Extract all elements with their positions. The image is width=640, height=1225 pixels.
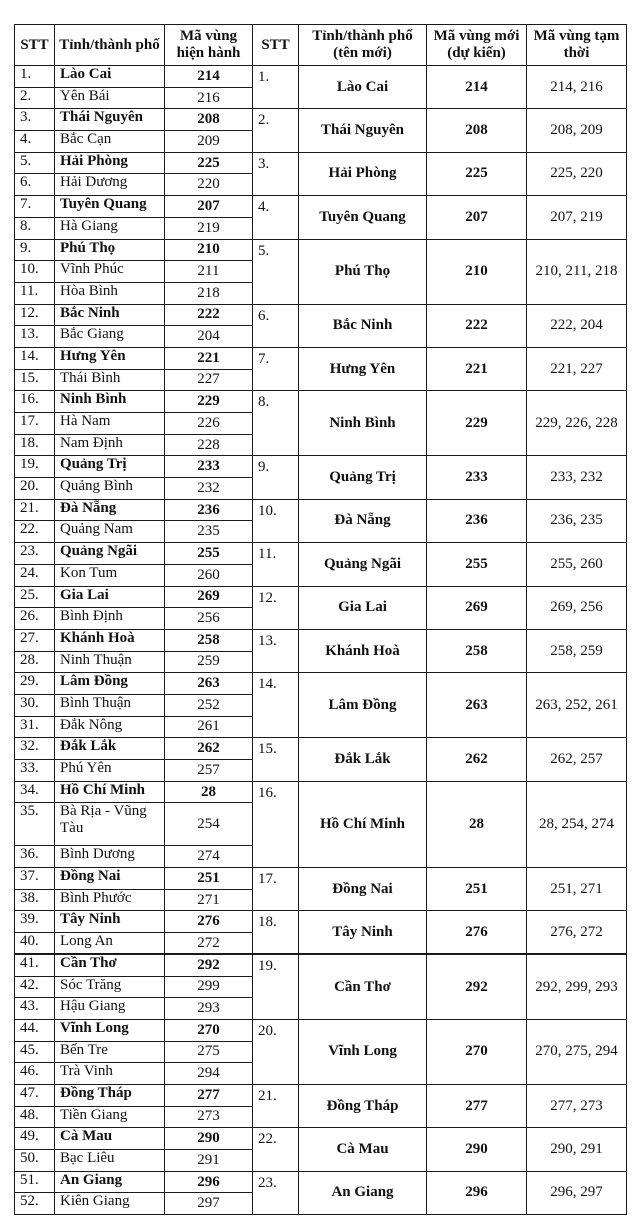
new-stt-cell: 20. bbox=[253, 1019, 299, 1084]
old-code-cell: 219 bbox=[165, 217, 253, 239]
old-code-cell: 299 bbox=[165, 976, 253, 998]
new-stt-cell: 10. bbox=[253, 499, 299, 542]
table-row bbox=[15, 911, 627, 933]
temp-code-cell: 207, 219 bbox=[527, 196, 627, 239]
new-code-cell: 255 bbox=[427, 543, 527, 586]
old-stt-cell: 22. bbox=[15, 521, 55, 543]
old-province-cell: Phú Thọ bbox=[55, 239, 165, 261]
temp-code-cell: 28, 254, 274 bbox=[527, 781, 627, 867]
old-stt-cell: 26. bbox=[15, 608, 55, 630]
table-row bbox=[15, 196, 627, 218]
temp-code-cell: 290, 291 bbox=[527, 1128, 627, 1171]
old-province-cell: Thái Bình bbox=[55, 369, 165, 391]
temp-code-cell: 270, 275, 294 bbox=[527, 1019, 627, 1084]
new-province-cell: Gia Lai bbox=[299, 586, 427, 629]
old-stt-cell: 18. bbox=[15, 434, 55, 456]
old-province-cell: Hà Nam bbox=[55, 413, 165, 435]
table-row bbox=[15, 673, 627, 695]
new-province-cell: An Giang bbox=[299, 1171, 427, 1214]
old-province-cell: Gia Lai bbox=[55, 586, 165, 608]
new-stt-cell: 19. bbox=[253, 954, 299, 1019]
old-code-cell: 207 bbox=[165, 196, 253, 218]
old-code-cell: 271 bbox=[165, 889, 253, 911]
temp-code-cell: 214, 216 bbox=[527, 66, 627, 109]
table-row bbox=[15, 1171, 627, 1193]
new-stt-cell: 23. bbox=[253, 1171, 299, 1214]
old-stt-cell: 19. bbox=[15, 456, 55, 478]
new-province-cell: Tây Ninh bbox=[299, 911, 427, 954]
table-row bbox=[15, 109, 627, 131]
old-province-cell: Đắk Nông bbox=[55, 716, 165, 738]
new-province-cell: Đồng Nai bbox=[299, 868, 427, 911]
table-row bbox=[15, 586, 627, 608]
old-stt-cell: 21. bbox=[15, 499, 55, 521]
old-province-cell: Thái Nguyên bbox=[55, 109, 165, 131]
old-code-cell: 277 bbox=[165, 1084, 253, 1106]
new-province-cell: Lâm Đồng bbox=[299, 673, 427, 738]
old-stt-cell: 17. bbox=[15, 413, 55, 435]
old-province-cell: Tiền Giang bbox=[55, 1106, 165, 1128]
old-code-cell: 276 bbox=[165, 911, 253, 933]
old-code-cell: 210 bbox=[165, 239, 253, 261]
new-stt-cell: 22. bbox=[253, 1128, 299, 1171]
old-province-cell: Lâm Đồng bbox=[55, 673, 165, 695]
old-stt-cell: 11. bbox=[15, 282, 55, 304]
old-province-cell: Bến Tre bbox=[55, 1041, 165, 1063]
old-code-cell: 236 bbox=[165, 499, 253, 521]
old-code-cell: 263 bbox=[165, 673, 253, 695]
old-code-cell: 225 bbox=[165, 152, 253, 174]
old-province-cell: Tuyên Quang bbox=[55, 196, 165, 218]
old-stt-cell: 50. bbox=[15, 1150, 55, 1172]
old-code-cell: 256 bbox=[165, 608, 253, 630]
old-stt-cell: 39. bbox=[15, 911, 55, 933]
temp-code-cell: 262, 257 bbox=[527, 738, 627, 781]
old-stt-cell: 42. bbox=[15, 976, 55, 998]
old-stt-cell: 45. bbox=[15, 1041, 55, 1063]
old-province-cell: Bình Thuận bbox=[55, 694, 165, 716]
temp-code-cell: 229, 226, 228 bbox=[527, 391, 627, 456]
old-province-cell: Đồng Tháp bbox=[55, 1084, 165, 1106]
old-code-cell: 275 bbox=[165, 1041, 253, 1063]
old-stt-cell: 40. bbox=[15, 933, 55, 955]
old-code-cell: 216 bbox=[165, 87, 253, 109]
area-code-table bbox=[14, 24, 627, 1215]
old-code-cell: 251 bbox=[165, 868, 253, 890]
old-province-cell: Hải Phòng bbox=[55, 152, 165, 174]
old-province-cell: Lào Cai bbox=[55, 66, 165, 88]
new-code-cell: 229 bbox=[427, 391, 527, 456]
old-code-cell: 252 bbox=[165, 694, 253, 716]
new-code-cell: 28 bbox=[427, 781, 527, 867]
old-stt-cell: 52. bbox=[15, 1193, 55, 1215]
table-row bbox=[15, 152, 627, 174]
new-province-cell: Đắk Lắk bbox=[299, 738, 427, 781]
old-code-cell: 229 bbox=[165, 391, 253, 413]
old-province-cell: Sóc Trăng bbox=[55, 976, 165, 998]
old-province-cell: Nam Định bbox=[55, 434, 165, 456]
new-stt-cell: 2. bbox=[253, 109, 299, 152]
old-province-cell: Hòa Bình bbox=[55, 282, 165, 304]
old-stt-cell: 14. bbox=[15, 347, 55, 369]
header-current-code: Mã vùng hiện hành bbox=[165, 25, 253, 66]
temp-code-cell: 210, 211, 218 bbox=[527, 239, 627, 304]
old-stt-cell: 10. bbox=[15, 261, 55, 283]
old-province-cell: Bắc Giang bbox=[55, 326, 165, 348]
new-stt-cell: 9. bbox=[253, 456, 299, 499]
new-province-cell: Hưng Yên bbox=[299, 347, 427, 390]
new-code-cell: 262 bbox=[427, 738, 527, 781]
new-stt-cell: 18. bbox=[253, 911, 299, 954]
old-stt-cell: 7. bbox=[15, 196, 55, 218]
old-code-cell: 214 bbox=[165, 66, 253, 88]
old-code-cell: 208 bbox=[165, 109, 253, 131]
old-province-cell: Hà Giang bbox=[55, 217, 165, 239]
table-row bbox=[15, 304, 627, 326]
old-province-cell: Hậu Giang bbox=[55, 998, 165, 1020]
new-stt-cell: 6. bbox=[253, 304, 299, 347]
new-stt-cell: 1. bbox=[253, 66, 299, 109]
old-stt-cell: 5. bbox=[15, 152, 55, 174]
table-body bbox=[15, 66, 627, 1215]
header-temp-code: Mã vùng tạm thời bbox=[527, 25, 627, 66]
new-stt-cell: 4. bbox=[253, 196, 299, 239]
header-province-new: Tỉnh/thành phố (tên mới) bbox=[299, 25, 427, 66]
old-stt-cell: 34. bbox=[15, 781, 55, 803]
new-stt-cell: 5. bbox=[253, 239, 299, 304]
temp-code-cell: 222, 204 bbox=[527, 304, 627, 347]
old-stt-cell: 47. bbox=[15, 1084, 55, 1106]
old-code-cell: 220 bbox=[165, 174, 253, 196]
old-province-cell: Bình Định bbox=[55, 608, 165, 630]
old-stt-cell: 12. bbox=[15, 304, 55, 326]
new-code-cell: 251 bbox=[427, 868, 527, 911]
header-new-code: Mã vùng mới (dự kiến) bbox=[427, 25, 527, 66]
old-province-cell: Bình Phước bbox=[55, 889, 165, 911]
old-code-cell: 232 bbox=[165, 478, 253, 500]
old-province-cell: Kiên Giang bbox=[55, 1193, 165, 1215]
new-province-cell: Quảng Ngãi bbox=[299, 543, 427, 586]
old-code-cell: 293 bbox=[165, 998, 253, 1020]
old-code-cell: 294 bbox=[165, 1063, 253, 1085]
old-stt-cell: 24. bbox=[15, 564, 55, 586]
old-code-cell: 273 bbox=[165, 1106, 253, 1128]
old-stt-cell: 15. bbox=[15, 369, 55, 391]
old-stt-cell: 43. bbox=[15, 998, 55, 1020]
old-stt-cell: 38. bbox=[15, 889, 55, 911]
new-province-cell: Ninh Bình bbox=[299, 391, 427, 456]
table-row bbox=[15, 456, 627, 478]
old-code-cell: 269 bbox=[165, 586, 253, 608]
old-stt-cell: 6. bbox=[15, 174, 55, 196]
new-code-cell: 208 bbox=[427, 109, 527, 152]
table-row bbox=[15, 868, 627, 890]
new-province-cell: Khánh Hoà bbox=[299, 629, 427, 672]
old-stt-cell: 51. bbox=[15, 1171, 55, 1193]
old-stt-cell: 23. bbox=[15, 543, 55, 565]
new-province-cell: Lào Cai bbox=[299, 66, 427, 109]
old-province-cell: Long An bbox=[55, 933, 165, 955]
new-code-cell: 269 bbox=[427, 586, 527, 629]
old-province-cell: Tây Ninh bbox=[55, 911, 165, 933]
old-code-cell: 218 bbox=[165, 282, 253, 304]
new-stt-cell: 8. bbox=[253, 391, 299, 456]
old-province-cell: Quảng Nam bbox=[55, 521, 165, 543]
old-code-cell: 260 bbox=[165, 564, 253, 586]
old-stt-cell: 20. bbox=[15, 478, 55, 500]
new-stt-cell: 17. bbox=[253, 868, 299, 911]
old-stt-cell: 33. bbox=[15, 760, 55, 782]
header-stt: STT bbox=[15, 25, 55, 66]
new-code-cell: 270 bbox=[427, 1019, 527, 1084]
old-stt-cell: 41. bbox=[15, 954, 55, 976]
new-code-cell: 290 bbox=[427, 1128, 527, 1171]
old-province-cell: Hồ Chí Minh bbox=[55, 781, 165, 803]
old-province-cell: Yên Bái bbox=[55, 87, 165, 109]
new-code-cell: 221 bbox=[427, 347, 527, 390]
new-code-cell: 222 bbox=[427, 304, 527, 347]
old-code-cell: 259 bbox=[165, 651, 253, 673]
temp-code-cell: 251, 271 bbox=[527, 868, 627, 911]
old-stt-cell: 32. bbox=[15, 738, 55, 760]
old-code-cell: 235 bbox=[165, 521, 253, 543]
new-code-cell: 296 bbox=[427, 1171, 527, 1214]
old-province-cell: Bắc Ninh bbox=[55, 304, 165, 326]
old-code-cell: 292 bbox=[165, 954, 253, 976]
old-province-cell: Bắc Cạn bbox=[55, 131, 165, 153]
old-stt-cell: 4. bbox=[15, 131, 55, 153]
old-stt-cell: 13. bbox=[15, 326, 55, 348]
old-province-cell: Bạc Liêu bbox=[55, 1150, 165, 1172]
old-code-cell: 290 bbox=[165, 1128, 253, 1150]
old-stt-cell: 36. bbox=[15, 846, 55, 868]
old-stt-cell: 48. bbox=[15, 1106, 55, 1128]
new-province-cell: Bắc Ninh bbox=[299, 304, 427, 347]
new-stt-cell: 21. bbox=[253, 1084, 299, 1127]
old-province-cell: Bình Dương bbox=[55, 846, 165, 868]
new-code-cell: 225 bbox=[427, 152, 527, 195]
temp-code-cell: 208, 209 bbox=[527, 109, 627, 152]
old-stt-cell: 37. bbox=[15, 868, 55, 890]
new-province-cell: Tuyên Quang bbox=[299, 196, 427, 239]
new-province-cell: Cần Thơ bbox=[299, 954, 427, 1019]
temp-code-cell: 276, 272 bbox=[527, 911, 627, 954]
old-stt-cell: 44. bbox=[15, 1019, 55, 1041]
old-province-cell: Hải Dương bbox=[55, 174, 165, 196]
old-province-cell: Kon Tum bbox=[55, 564, 165, 586]
header-province: Tỉnh/thành phố bbox=[55, 25, 165, 66]
new-stt-cell: 3. bbox=[253, 152, 299, 195]
old-stt-cell: 25. bbox=[15, 586, 55, 608]
temp-code-cell: 225, 220 bbox=[527, 152, 627, 195]
old-code-cell: 226 bbox=[165, 413, 253, 435]
table-row bbox=[15, 738, 627, 760]
old-stt-cell: 49. bbox=[15, 1128, 55, 1150]
old-code-cell: 296 bbox=[165, 1171, 253, 1193]
new-code-cell: 263 bbox=[427, 673, 527, 738]
temp-code-cell: 277, 273 bbox=[527, 1084, 627, 1127]
old-stt-cell: 28. bbox=[15, 651, 55, 673]
old-code-cell: 204 bbox=[165, 326, 253, 348]
new-province-cell: Phú Thọ bbox=[299, 239, 427, 304]
old-stt-cell: 30. bbox=[15, 694, 55, 716]
table-row bbox=[15, 499, 627, 521]
new-code-cell: 210 bbox=[427, 239, 527, 304]
old-province-cell: Quảng Trị bbox=[55, 456, 165, 478]
new-code-cell: 214 bbox=[427, 66, 527, 109]
old-code-cell: 228 bbox=[165, 434, 253, 456]
old-code-cell: 272 bbox=[165, 933, 253, 955]
old-province-cell: Đồng Nai bbox=[55, 868, 165, 890]
old-province-cell: Ninh Bình bbox=[55, 391, 165, 413]
old-province-cell: An Giang bbox=[55, 1171, 165, 1193]
new-code-cell: 236 bbox=[427, 499, 527, 542]
old-province-cell: Bà Rịa - Vũng Tàu bbox=[55, 803, 165, 846]
old-province-cell: Trà Vinh bbox=[55, 1063, 165, 1085]
old-stt-cell: 2. bbox=[15, 87, 55, 109]
old-province-cell: Quảng Bình bbox=[55, 478, 165, 500]
temp-code-cell: 258, 259 bbox=[527, 629, 627, 672]
temp-code-cell: 233, 232 bbox=[527, 456, 627, 499]
old-code-cell: 222 bbox=[165, 304, 253, 326]
old-stt-cell: 3. bbox=[15, 109, 55, 131]
old-province-cell: Cà Mau bbox=[55, 1128, 165, 1150]
new-province-cell: Hồ Chí Minh bbox=[299, 781, 427, 867]
old-province-cell: Quảng Ngãi bbox=[55, 543, 165, 565]
table-row bbox=[15, 391, 627, 413]
old-code-cell: 297 bbox=[165, 1193, 253, 1215]
table-row bbox=[15, 543, 627, 565]
old-stt-cell: 8. bbox=[15, 217, 55, 239]
new-stt-cell: 16. bbox=[253, 781, 299, 867]
old-stt-cell: 31. bbox=[15, 716, 55, 738]
old-code-cell: 255 bbox=[165, 543, 253, 565]
old-province-cell: Khánh Hoà bbox=[55, 629, 165, 651]
new-province-cell: Đà Nẵng bbox=[299, 499, 427, 542]
temp-code-cell: 292, 299, 293 bbox=[527, 954, 627, 1019]
old-province-cell: Đắk Lắk bbox=[55, 738, 165, 760]
old-stt-cell: 16. bbox=[15, 391, 55, 413]
new-stt-cell: 12. bbox=[253, 586, 299, 629]
old-code-cell: 28 bbox=[165, 781, 253, 803]
new-stt-cell: 15. bbox=[253, 738, 299, 781]
old-province-cell: Đà Nẵng bbox=[55, 499, 165, 521]
old-province-cell: Ninh Thuận bbox=[55, 651, 165, 673]
temp-code-cell: 269, 256 bbox=[527, 586, 627, 629]
old-province-cell: Vĩnh Phúc bbox=[55, 261, 165, 283]
old-stt-cell: 46. bbox=[15, 1063, 55, 1085]
new-code-cell: 292 bbox=[427, 954, 527, 1019]
old-province-cell: Hưng Yên bbox=[55, 347, 165, 369]
old-code-cell: 233 bbox=[165, 456, 253, 478]
old-stt-cell: 35. bbox=[15, 803, 55, 846]
old-code-cell: 258 bbox=[165, 629, 253, 651]
new-code-cell: 233 bbox=[427, 456, 527, 499]
old-code-cell: 221 bbox=[165, 347, 253, 369]
new-province-cell: Hải Phòng bbox=[299, 152, 427, 195]
new-code-cell: 277 bbox=[427, 1084, 527, 1127]
table-row bbox=[15, 781, 627, 803]
old-code-cell: 274 bbox=[165, 846, 253, 868]
new-stt-cell: 7. bbox=[253, 347, 299, 390]
old-stt-cell: 1. bbox=[15, 66, 55, 88]
old-province-cell: Phú Yên bbox=[55, 760, 165, 782]
table-row bbox=[15, 1019, 627, 1041]
old-code-cell: 270 bbox=[165, 1019, 253, 1041]
new-province-cell: Quảng Trị bbox=[299, 456, 427, 499]
old-code-cell: 257 bbox=[165, 760, 253, 782]
old-province-cell: Cần Thơ bbox=[55, 954, 165, 976]
table-row bbox=[15, 954, 627, 976]
new-stt-cell: 11. bbox=[253, 543, 299, 586]
new-province-cell: Cà Mau bbox=[299, 1128, 427, 1171]
old-stt-cell: 29. bbox=[15, 673, 55, 695]
old-stt-cell: 27. bbox=[15, 629, 55, 651]
table-row bbox=[15, 629, 627, 651]
new-code-cell: 258 bbox=[427, 629, 527, 672]
new-code-cell: 207 bbox=[427, 196, 527, 239]
old-code-cell: 261 bbox=[165, 716, 253, 738]
table-row bbox=[15, 66, 627, 88]
temp-code-cell: 296, 297 bbox=[527, 1171, 627, 1214]
temp-code-cell: 263, 252, 261 bbox=[527, 673, 627, 738]
temp-code-cell: 236, 235 bbox=[527, 499, 627, 542]
new-province-cell: Đồng Tháp bbox=[299, 1084, 427, 1127]
old-province-cell: Vĩnh Long bbox=[55, 1019, 165, 1041]
old-code-cell: 291 bbox=[165, 1150, 253, 1172]
table-row bbox=[15, 239, 627, 261]
new-province-cell: Thái Nguyên bbox=[299, 109, 427, 152]
temp-code-cell: 255, 260 bbox=[527, 543, 627, 586]
old-code-cell: 211 bbox=[165, 261, 253, 283]
old-code-cell: 209 bbox=[165, 131, 253, 153]
header-stt-new: STT bbox=[253, 25, 299, 66]
new-province-cell: Vĩnh Long bbox=[299, 1019, 427, 1084]
table-row bbox=[15, 347, 627, 369]
old-code-cell: 262 bbox=[165, 738, 253, 760]
table-row bbox=[15, 1084, 627, 1106]
new-stt-cell: 13. bbox=[253, 629, 299, 672]
old-stt-cell: 9. bbox=[15, 239, 55, 261]
temp-code-cell: 221, 227 bbox=[527, 347, 627, 390]
header-row bbox=[15, 25, 627, 66]
old-code-cell: 227 bbox=[165, 369, 253, 391]
old-code-cell: 254 bbox=[165, 803, 253, 846]
new-code-cell: 276 bbox=[427, 911, 527, 954]
new-stt-cell: 14. bbox=[253, 673, 299, 738]
table-row bbox=[15, 1128, 627, 1150]
